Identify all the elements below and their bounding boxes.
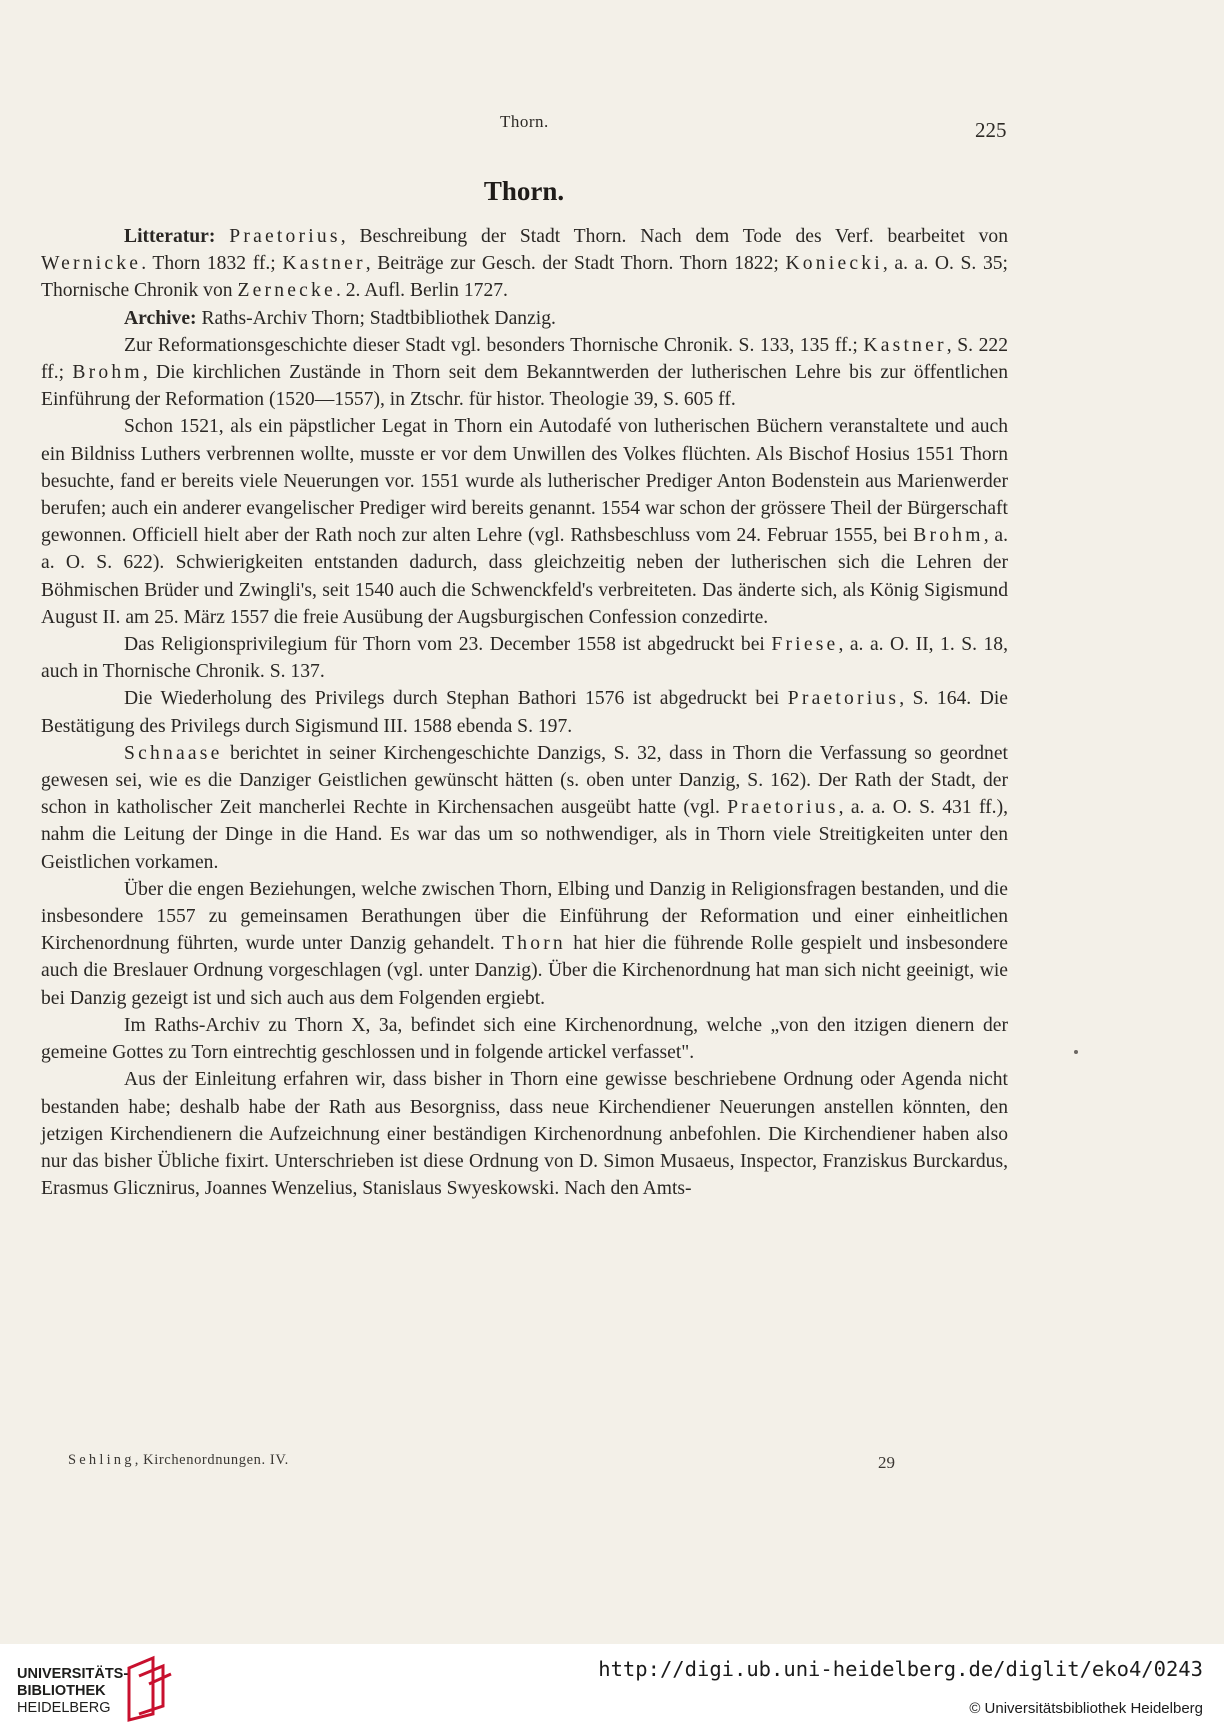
body-text xyxy=(41,223,1008,1202)
page-number: 225 xyxy=(975,118,1007,142)
footer-source: Sehling, Kirchenordnungen. IV. xyxy=(68,1452,289,1468)
paragraph: Die Wiederholung des Privilegs durch Stephan Bathori 1576 ist abgedruckt bei Praetorius, S. 164. Die Bestätigung des Privilegs durch Sigismund III. 1588 ebenda S. 197. xyxy=(41,688,1009,737)
copyright-notice: © Universitätsbibliothek Heidelberg xyxy=(969,1700,1203,1717)
library-logo-icon xyxy=(123,1654,177,1722)
paragraph-archive: Archive: Raths-Archiv Thorn; Stadtbibliothek Danzig. xyxy=(124,307,556,329)
running-title: Thorn. xyxy=(500,112,549,131)
margin-dot xyxy=(1074,1050,1078,1054)
paragraph: Das Religionsprivilegium für Thorn vom 23. December 1558 ist abgedruckt bei Friese, a. a. O. II, 1. S. 18, auch in Thornische Chronik. S. 137. xyxy=(41,634,1008,683)
paragraph: Aus der Einleitung erfahren wir, dass bisher in Thorn eine gewisse beschriebene Ordnung oder Agenda nicht bestanden habe; deshalb habe der Rath aus Besorgniss, dass neue Kirchendiener Neuerungen anstellen könnten, den jetzigen Kirchendienern die Aufzeichnung einer beständigen Kirchenordnung anbefohlen. Die Kirchendiener haben also nur das bisher Übliche fixirt. Unterschrieben ist diese Ordnung von D. Simon Musaeus, Inspector, Franziskus Burckardus, Erasmus Glicznirus, Joannes Wenzelius, Stanislaus Swyeskowski. Nach den Amts- xyxy=(41,1069,1008,1200)
archive-label: Archive: xyxy=(124,307,197,329)
paragraph: Im Raths-Archiv zu Thorn X, 3a, befindet sich eine Kirchenordnung, welche „von den itzigen dienern der gemeine Gottes zu Torn eintrechtig geschlossen und in folgende artickel verfasset". xyxy=(41,1014,1008,1064)
library-logo[interactable] xyxy=(17,1654,177,1722)
paragraph: Zur Reformationsgeschichte dieser Stadt vgl. besonders Thornische Chronik. S. 133, 135 ff.; Kastner, S. 222 ff.; Brohm, Die kirchlichen Zustände in Thorn seit dem Bekanntwerden der lutherischen Lehre bis zur öffentlichen Einführung der Reformation (1520—1557), in Ztschr. für histor. Theologie 39, S. 605 ff. xyxy=(41,334,1008,411)
paragraph: Schnaase berichtet in seiner Kirchengeschichte Danzigs, S. 32, dass in Thorn die Verfassung so geordnet gewesen sei, wie es die Danziger Geistlichen gewünscht hätten (s. oben unter Danzig, S. 162). Der Rath der Stadt, der schon in katholischer Zeit mancherlei Rechte in Kirchensachen ausgeübt hatte (vgl. Praetorius, a. a. O. S. 431 ff.), nahm die Leitung der Dinge in die Hand. Es war das um so nothwendiger, als in Thorn viele Streitigkeiten unter den Geistlichen vorkamen. xyxy=(41,742,1008,873)
paragraph-literature: Litteratur: Praetorius, Beschreibung der Stadt Thorn. Nach dem Tode des Verf. bearbeitet von Wernicke. Thorn 1832 ff.; Kastner, Beiträge zur Gesch. der Stadt Thorn. Thorn 1822; Koniecki, a. a. O. S. 35; Thornische Chronik von Zernecke. 2. Aufl. Berlin 1727. xyxy=(41,226,1009,302)
footer-signature: 29 xyxy=(878,1453,895,1472)
paragraph: Über die engen Beziehungen, welche zwischen Thorn, Elbing und Danzig in Religionsfragen bestanden, und die insbesondere 1557 zu gemeinsamen Berathungen über die Einführung der Reformation und einer einheitlichen Kirchenordnung führten, wurde unter Danzig gehandelt. Thorn hat hier die führende Rolle gespielt und insbesondere auch die Breslauer Ordnung vorgeschlagen (vgl. unter Danzig). Über die Kirchenordnung hat man sich nicht geeinigt, wie bei Danzig gezeigt ist und sich auch aus dem Folgenden ergiebt. xyxy=(41,878,1008,1009)
paragraph: Schon 1521, als ein päpstlicher Legat in Thorn ein Autodafé von lutherischen Büchern veranstaltete und auch ein Bildniss Luthers verbrennen wollte, musste er vor dem Unwillen des Volkes flüchten. Als Bischof Hosius 1551 Thorn besuchte, fand er bereits viele Neuerungen vor. 1551 wurde als lutherischer Prediger Anton Bodenstein aus Marienwerder berufen; auch ein anderer evangelischer Prediger wird bereits genannt. 1554 war schon der grössere Theil der Bürgerschaft gewonnen. Officiell hielt aber der Rath noch zur alten Lehre (vgl. Rathsbeschluss vom 24. Februar 1555, bei Brohm, a. a. O. S. 622). Schwierigkeiten entstanden dadurch, dass gleichzeitig neben der lutherischen sich die Lehren der Böhmischen Brüder und Zwingli's, seit 1540 auch die Schwenckfeld's verbreiteten. Das änderte sich, als König Sigismund August II. am 25. März 1557 die freie Ausübung der Augsburgischen Confession conzedirte. xyxy=(41,416,1008,628)
literature-label: Litteratur: xyxy=(124,226,216,247)
page-title: Thorn. xyxy=(483,176,565,206)
permalink-url[interactable]: http://digi.ub.uni-heidelberg.de/diglit/eko4/0243 xyxy=(598,1657,1203,1681)
logo-text: UNIVERSITÄTS- BIBLIOTHEK HEIDELBERG xyxy=(17,1666,129,1716)
